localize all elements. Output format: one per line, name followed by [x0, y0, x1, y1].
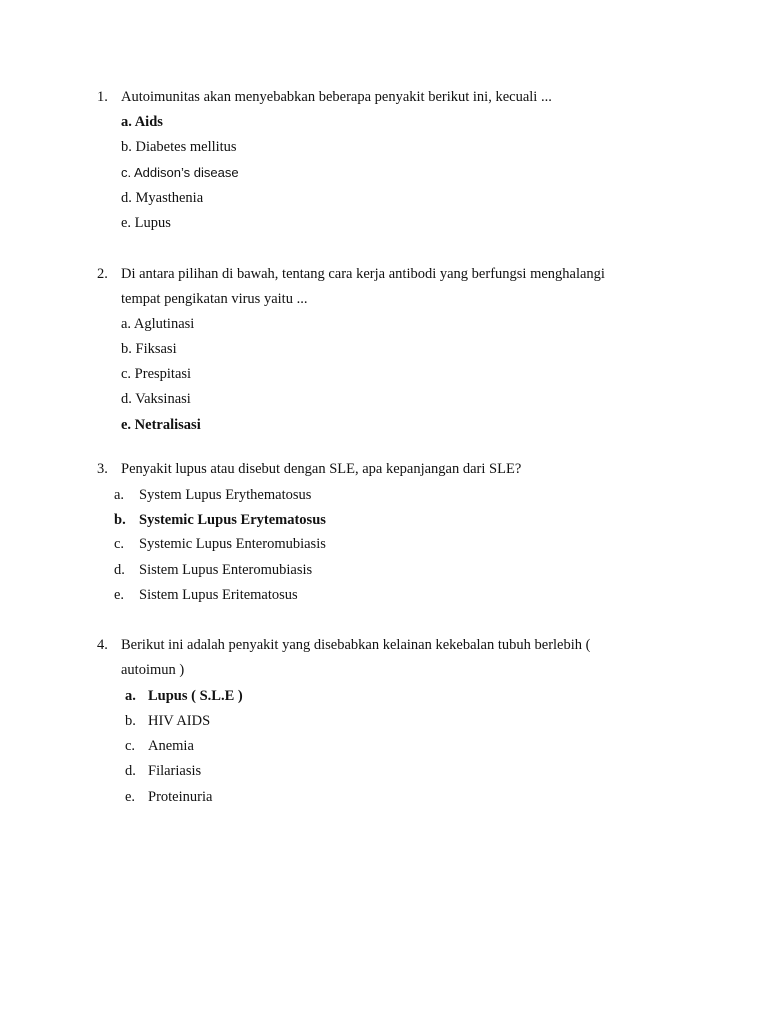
option-d: Filariasis	[148, 763, 202, 779]
option-e: Sistem Lupus Eritematosus	[139, 587, 298, 603]
question-number: 4.	[97, 637, 108, 653]
option-b: b. Fiksasi	[121, 341, 177, 357]
option-b: HIV AIDS	[148, 713, 211, 729]
question-text: Autoimunitas akan menyebabkan beberapa penyakit berikut ini, kecuali ...	[121, 89, 552, 105]
option-c: Systemic Lupus Enteromubiasis	[139, 536, 326, 552]
option-d: d. Myasthenia	[121, 190, 204, 206]
option-e-marker: e.	[125, 789, 136, 805]
option-c: Anemia	[148, 738, 194, 754]
option-a: a. Aids	[121, 114, 163, 130]
option-d-marker: d.	[125, 763, 136, 779]
option-a: Lupus ( S.L.E )	[148, 688, 243, 704]
question-number: 3.	[97, 461, 108, 477]
option-d: Sistem Lupus Enteromubiasis	[139, 562, 313, 578]
option-e-marker: e.	[114, 587, 125, 603]
option-c-marker: c.	[125, 738, 136, 754]
option-e: e. Lupus	[121, 215, 171, 231]
question-text: Penyakit lupus atau disebut dengan SLE, apa kepanjangan dari SLE?	[121, 461, 522, 477]
option-d: d. Vaksinasi	[121, 391, 191, 407]
option-b-marker: b.	[125, 713, 136, 729]
question-text-line-1: Berikut ini adalah penyakit yang disebabkan kelainan kekebalan tubuh berlebih (	[121, 637, 591, 653]
question-text-line-1: Di antara pilihan di bawah, tentang cara kerja antibodi yang berfungsi menghalangi	[121, 266, 605, 282]
option-c-marker: c.	[114, 536, 125, 552]
option-b: b. Diabetes mellitus	[121, 139, 237, 155]
question-number: 1.	[97, 89, 108, 105]
option-c: c. Addison’s disease	[121, 165, 239, 180]
option-e: Proteinuria	[148, 789, 213, 805]
option-e: e. Netralisasi	[121, 417, 201, 433]
option-d-marker: d.	[114, 562, 125, 578]
question-text-line-2: autoimun )	[121, 662, 185, 678]
question-number: 2.	[97, 266, 108, 282]
option-a: System Lupus Erythematosus	[139, 487, 312, 503]
option-a: a. Aglutinasi	[121, 316, 195, 332]
option-b-marker: b.	[114, 512, 126, 528]
option-c: c. Prespitasi	[121, 366, 192, 382]
option-a-marker: a.	[114, 487, 125, 503]
option-b: Systemic Lupus Erytematosus	[139, 512, 326, 528]
question-text-line-2: tempat pengikatan virus yaitu ...	[121, 291, 308, 307]
option-a-marker: a.	[125, 688, 136, 704]
